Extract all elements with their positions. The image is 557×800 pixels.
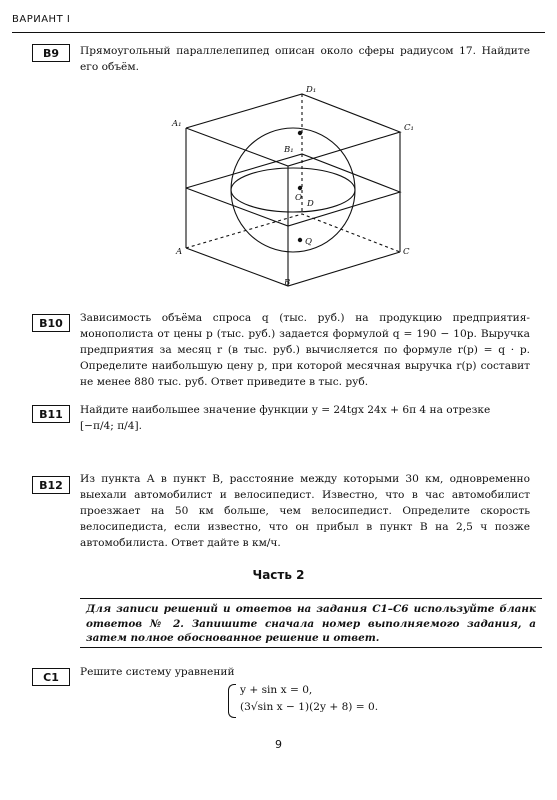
equation-1: y + sin x = 0, bbox=[240, 684, 313, 696]
label-a1: A₁ bbox=[172, 119, 182, 129]
label-a: A bbox=[176, 247, 183, 257]
equation-2: (3√sin x − 1)(2y + 8) = 0. bbox=[240, 701, 379, 713]
label-b: B bbox=[284, 278, 291, 287]
problem-text-b11 bbox=[80, 402, 530, 434]
variant-header: ВАРИАНТ I bbox=[12, 14, 71, 25]
label-b1: B₁ bbox=[284, 145, 294, 155]
sphere-equator bbox=[231, 168, 355, 212]
label-d: D bbox=[307, 199, 314, 209]
problem-text-b11-main: Найдите наибольшее значение функции y = 24tgx 24x + 6π 4 на отрезке bbox=[80, 404, 491, 416]
parallelepiped-sphere-figure bbox=[160, 82, 430, 287]
instructions-box: Для записи решений и ответов на задания С1–С6 используйте бланк ответов № 2. Запишите сначала номер выполняемого задания, а затем полное обоснованное решение и ответ. bbox=[80, 598, 542, 648]
problem-tag-b12: B12 bbox=[32, 476, 70, 494]
top-face bbox=[186, 94, 400, 166]
label-c: C bbox=[403, 247, 410, 257]
label-q: Q bbox=[305, 237, 312, 247]
problem-tag-b11: B11 bbox=[32, 405, 70, 423]
problem-text-b9: Прямоугольный параллелепипед описан около сферы радиусом 17. Найдите его объём. bbox=[80, 45, 530, 73]
problem-text-b10: Зависимость объёма спроса q (тыс. руб.) на продукцию предприятия-монополиста от цены p (тыс. руб.) задается формулой q = 190 − 10p. Выручка предприятия за месяц r (в тыс. руб.) вычисляется по формуле r(p) = q · p. Определите наибольшую цену p, при которой месячная выручка r(p) составит не менее 880 тыс. руб. Ответ приведите в тыс. руб. bbox=[80, 312, 530, 388]
problem-tag-b9: B9 bbox=[32, 44, 70, 62]
problem-tag-b10: B10 bbox=[32, 314, 70, 332]
problem-b11-interval: [−π/4; π/4]. bbox=[80, 420, 142, 432]
part2-title: Часть 2 bbox=[252, 568, 305, 582]
problem-tag-c1: C1 bbox=[32, 668, 70, 686]
problem-text-c1: Решите систему уравнений bbox=[80, 666, 235, 678]
label-d1: D₁ bbox=[306, 85, 317, 95]
bottom-face-front bbox=[186, 248, 400, 286]
equation-system bbox=[232, 682, 378, 716]
label-o: O bbox=[295, 193, 302, 203]
bottom-face-back bbox=[186, 214, 400, 252]
label-c1: C₁ bbox=[404, 123, 414, 133]
page-number: 9 bbox=[275, 738, 282, 751]
problem-text-b12: Из пункта А в пункт В, расстояние между которыми 30 км, одновременно выехали автомобилист и велосипедист. Известно, что в час автомобилист проезжает на 50 км больше, чем велосипедист. Определите скорость велосипедиста, если известно, что он прибыл в пункт В на 2,5 ч позже автомобилиста. Ответ дайте в км/ч. bbox=[80, 473, 530, 549]
header-rule bbox=[12, 32, 545, 33]
